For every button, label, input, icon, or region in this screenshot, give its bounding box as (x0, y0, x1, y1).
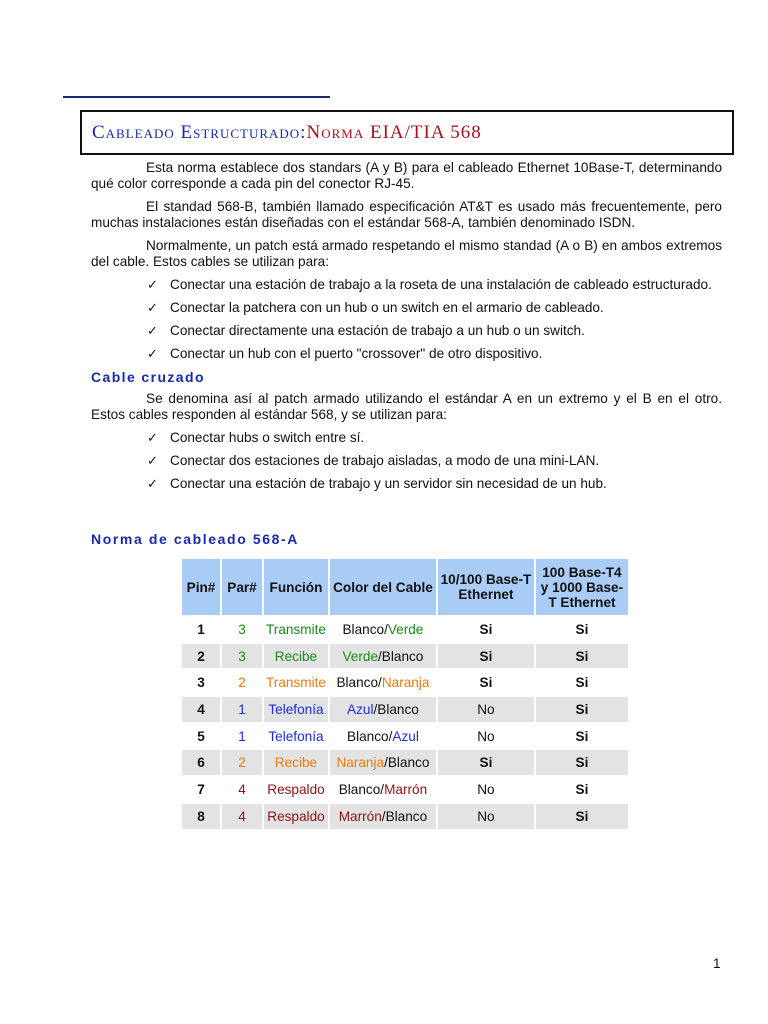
cell-color: Blanco/Verde (342, 621, 424, 637)
cell-e100: No (477, 781, 495, 797)
cell-funcion: Telefonía (268, 728, 324, 744)
table-row (182, 697, 628, 722)
cell-e100: No (438, 804, 534, 829)
cell-color: Naranja/Blanco (330, 750, 436, 775)
cell-par: 2 (238, 675, 246, 691)
list-item: ✓ Conectar una estación de trabajo a la roseta de una instalación de cableado estructurado. (147, 277, 712, 292)
cell-funcion: Respaldo (267, 781, 325, 797)
intro-paragraph: Normalmente, un patch está armado respetando el mismo standad (A o B) en ambos extremos del cable. Estos cables se utilizan para: (91, 238, 722, 269)
list-item: ✓ Conectar hubs o switch entre sí. (147, 430, 365, 445)
cell-par: 1 (238, 728, 246, 744)
cell-color: Azul/Blanco (330, 697, 436, 722)
check-icon: ✓ (147, 277, 158, 292)
cell-funcion: Recibe (264, 644, 328, 669)
col-header-par: Par# (222, 559, 262, 615)
col-header-1000: 100 Base-T4 y 1000 Base-T Ethernet (536, 559, 628, 615)
list-item: ✓ Conectar directamente una estación de trabajo a un hub o un switch. (147, 323, 585, 338)
list-item: ✓ Conectar dos estaciones de trabajo aisladas, a modo de una mini-LAN. (147, 453, 600, 468)
cell-funcion: Respaldo (264, 804, 328, 829)
cell-funcion: Recibe (264, 750, 328, 775)
cell-e100: Si (438, 644, 534, 669)
cell-color: Blanco/Marrón (338, 781, 428, 797)
cell-e1000: Si (536, 750, 628, 775)
page-number: 1 (713, 956, 721, 971)
cell-funcion: Transmite (266, 621, 326, 637)
intro-paragraph: Esta norma establece dos standars (A y B) para el cableado Ethernet 10Base-T, determinando qué color corresponde a cada pin del conector RJ-45. (91, 160, 722, 191)
list-item: ✓ Conectar la patchera con un hub o un switch en el armario de cableado. (147, 300, 604, 315)
check-icon: ✓ (147, 346, 158, 361)
check-icon: ✓ (147, 476, 158, 491)
table-row (182, 777, 628, 802)
cell-pin: 4 (182, 697, 220, 722)
crossover-heading: Cable cruzado (91, 369, 205, 385)
cell-e100: Si (479, 675, 493, 691)
check-icon: ✓ (147, 323, 158, 338)
cell-par: 3 (238, 621, 246, 637)
table-row (182, 644, 628, 669)
cell-color: Marrón/Blanco (330, 804, 436, 829)
wiring-table (180, 557, 630, 831)
table-row (182, 724, 628, 749)
cell-e100: No (438, 697, 534, 722)
list-item: ✓ Conectar un hub con el puerto "crossover" de otro dispositivo. (147, 346, 543, 361)
cell-par: 4 (222, 804, 262, 829)
cell-pin: 1 (197, 621, 205, 637)
check-icon: ✓ (147, 300, 158, 315)
cell-funcion: Telefonía (264, 697, 328, 722)
col-header-color: Color del Cable (330, 559, 436, 615)
col-header-funcion: Función (264, 559, 328, 615)
cell-pin: 2 (182, 644, 220, 669)
cell-e1000: Si (575, 781, 589, 797)
cell-e1000: Si (575, 728, 589, 744)
patch-uses-list (91, 277, 722, 362)
title-sep: : (300, 121, 307, 143)
title-part1: Cableado Estructurado (92, 121, 301, 143)
cell-funcion: Transmite (266, 675, 326, 691)
document-body (91, 160, 722, 499)
cell-color: Verde/Blanco (330, 644, 436, 669)
check-icon: ✓ (147, 430, 158, 445)
table-row (182, 750, 628, 775)
check-icon: ✓ (147, 453, 158, 468)
crossover-paragraph: Se denomina así al patch armado utilizando el estándar A en un extremo y el B en el otro. Estos cables responden al estándar 568, y se utilizan para: (91, 391, 722, 422)
col-header-10-100: 10/100 Base-T Ethernet (438, 559, 534, 615)
title-part2: Norma (306, 121, 365, 143)
cell-pin: 3 (197, 675, 205, 691)
table-row (182, 617, 628, 642)
cell-pin: 8 (182, 804, 220, 829)
cell-color: Blanco/Naranja (336, 675, 430, 691)
crossover-uses-list (91, 430, 722, 492)
cell-pin: 5 (197, 728, 205, 744)
cell-e1000: Si (575, 675, 589, 691)
cell-color: Blanco/Azul (347, 728, 419, 744)
list-item: ✓ Conectar una estación de trabajo y un servidor sin necesidad de un hub. (147, 476, 607, 491)
table-heading: Norma de cableado 568-A (91, 531, 299, 547)
cell-par: 4 (238, 781, 246, 797)
table-row (182, 804, 628, 829)
table-row (182, 670, 628, 695)
cell-par: 3 (222, 644, 262, 669)
cell-e100: Si (438, 750, 534, 775)
cell-e1000: Si (536, 644, 628, 669)
cell-pin: 6 (182, 750, 220, 775)
cell-e100: Si (479, 621, 493, 637)
cell-e1000: Si (536, 697, 628, 722)
cell-e100: No (477, 728, 495, 744)
cell-e1000: Si (536, 804, 628, 829)
cell-e1000: Si (575, 621, 589, 637)
title-part3: EIA/TIA 568 (364, 121, 482, 143)
cell-pin: 7 (197, 781, 205, 797)
col-header-pin: Pin# (182, 559, 220, 615)
cell-par: 2 (222, 750, 262, 775)
intro-paragraph: El standad 568-B, también llamado especificación AT&T es usado más frecuentemente, pero muchas instalaciones están diseñadas con el estándar 568-A, también denominado ISDN. (91, 199, 722, 230)
header-rule (63, 96, 330, 98)
page-title (80, 110, 734, 155)
cell-par: 1 (222, 697, 262, 722)
